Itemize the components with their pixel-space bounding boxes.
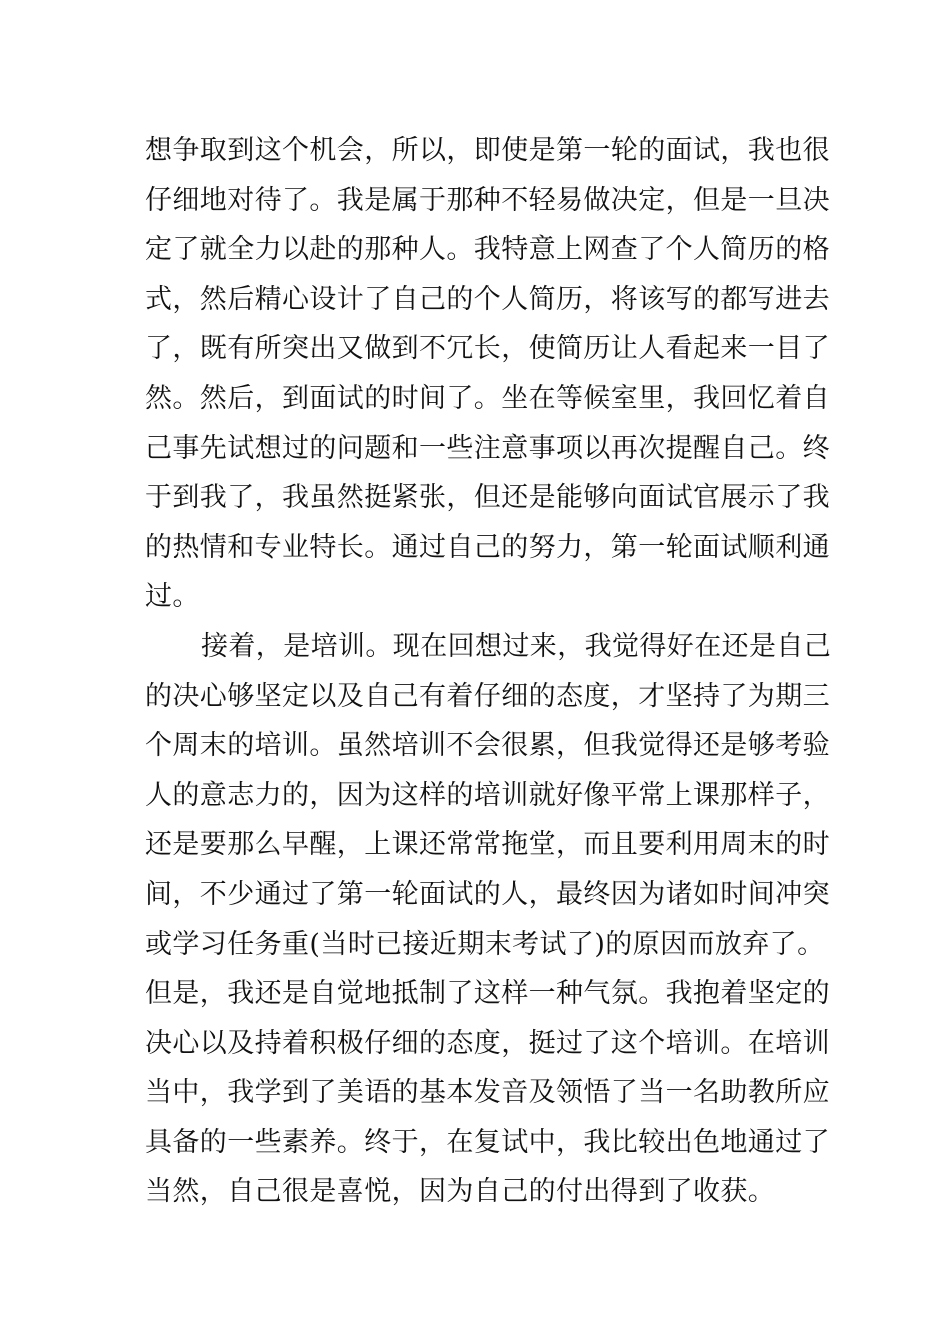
document-body bbox=[145, 126, 832, 1217]
text-line: 接着，是培训。现在回想过来，我觉得好在还是自己 bbox=[201, 630, 832, 662]
text-line: 具备的一些素养。终于，在复试中，我比较出色地通过了 bbox=[145, 1126, 830, 1158]
text-line: 式，然后精心设计了自己的个人简历，将该写的都写进去 bbox=[145, 283, 830, 315]
text-line: 个周末的培训。虽然培训不会很累，但我觉得还是够考验 bbox=[145, 730, 830, 762]
paragraph-2 bbox=[145, 622, 832, 1217]
text-line: 于到我了，我虽然挺紧张，但还是能够向面试官展示了我 bbox=[145, 482, 830, 514]
text-line: 当中，我学到了美语的基本发音及领悟了当一名助教所应 bbox=[145, 1077, 830, 1109]
text-line: 人的意志力的，因为这样的培训就好像平常上课那样子， bbox=[145, 779, 830, 811]
text-line: 仔细地对待了。我是属于那种不轻易做决定，但是一旦决 bbox=[145, 184, 830, 216]
text-line: 想争取到这个机会，所以，即使是第一轮的面试，我也很 bbox=[145, 135, 830, 166]
text-line: 过。 bbox=[145, 581, 200, 613]
text-line: 然。然后，到面试的时间了。坐在等候室里，我回忆着自 bbox=[145, 382, 830, 414]
text-line: 定了就全力以赴的那种人。我特意上网查了个人简历的格 bbox=[145, 234, 830, 266]
paragraph-1 bbox=[145, 126, 830, 622]
text-line: 决心以及持着积极仔细的态度，挺过了这个培训。在培训 bbox=[145, 1027, 830, 1059]
text-line: 当然，自己很是喜悦，因为自己的付出得到了收获。 bbox=[145, 1176, 776, 1208]
text-line: 己事先试想过的问题和一些注意事项以再次提醒自己。终 bbox=[145, 432, 830, 464]
text-line: 还是要那么早醒，上课还常常拖堂，而且要利用周末的时 bbox=[145, 829, 830, 861]
text-line: 的决心够坚定以及自己有着仔细的态度，才坚持了为期三 bbox=[145, 680, 830, 712]
text-line: 间，不少通过了第一轮面试的人，最终因为诸如时间冲突 bbox=[145, 878, 830, 910]
text-line: 或学习任务重(当时已接近期末考试了)的原因而放弃了。 bbox=[145, 928, 825, 960]
text-line: 但是，我还是自觉地抵制了这样一种气氛。我抱着坚定的 bbox=[145, 978, 830, 1010]
text-line: 了，既有所突出又做到不冗长，使简历让人看起来一目了 bbox=[145, 333, 830, 365]
text-line: 的热情和专业特长。通过自己的努力，第一轮面试顺利通 bbox=[145, 531, 830, 563]
